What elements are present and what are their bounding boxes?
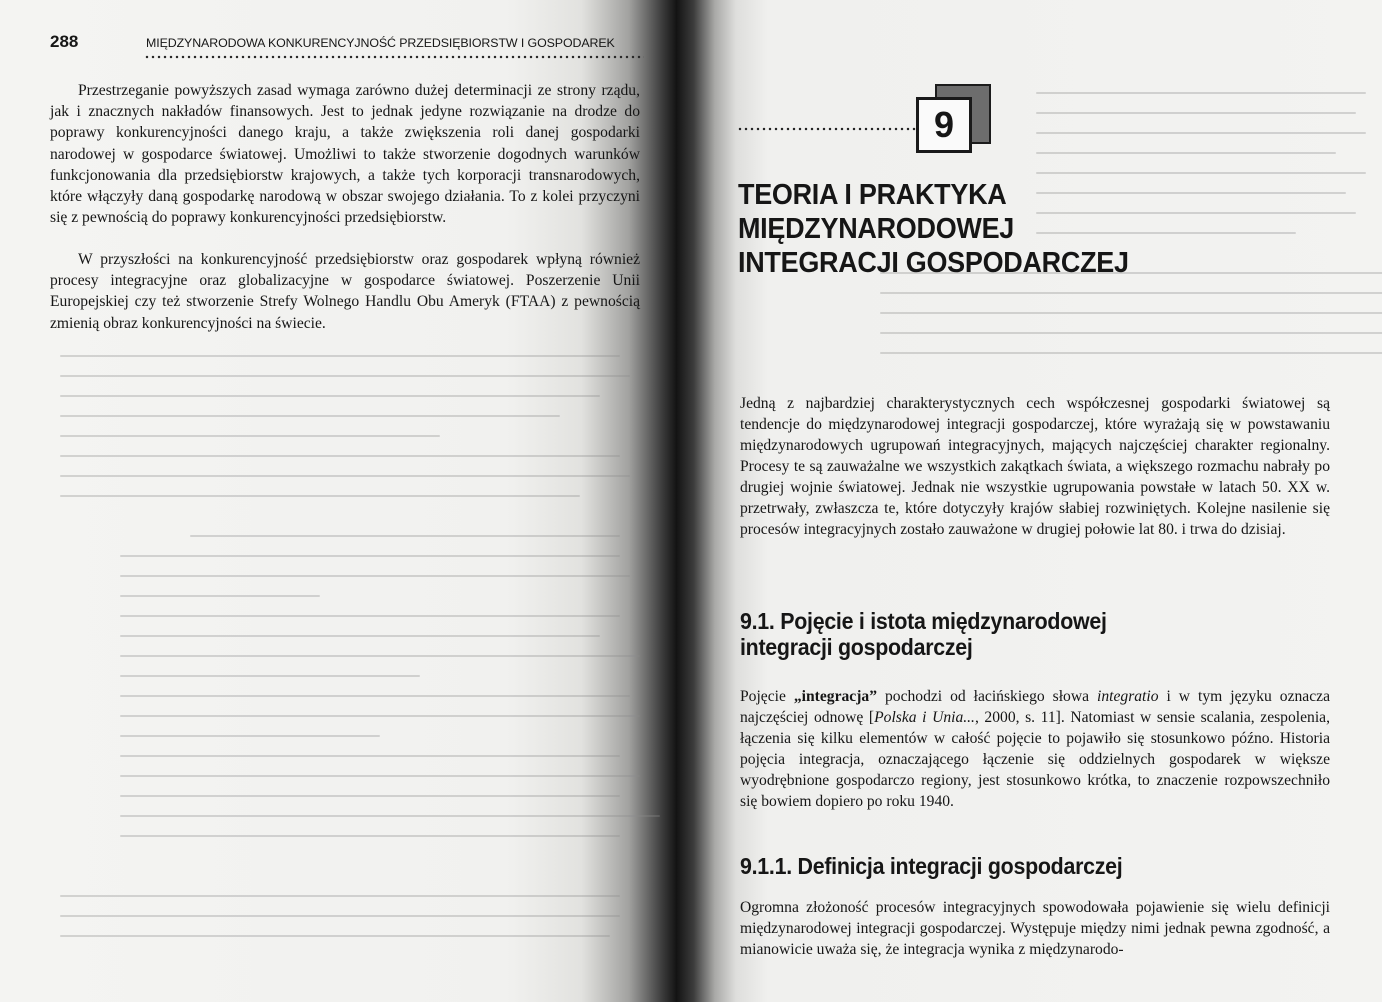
latin-term: integratio — [1097, 688, 1159, 705]
bleed-through-lines-left — [60, 355, 640, 955]
text-run: pochodzi od łacińskiego słowa — [877, 688, 1098, 705]
header-dotted-rule — [144, 55, 644, 59]
chapter-dotted-rule — [737, 127, 917, 131]
text-run: i w tym języku oznacza najczęściej odnowę [ — [740, 688, 1330, 726]
chapter-title-line: INTEGRACJI GOSPODARCZEJ — [738, 247, 1129, 279]
body-paragraph: W przyszłości na konkurencyjność przedsiębiorstw oraz gospodarek wpłyną również procesy integracyjne oraz globalizacyjne w gospodarce światowej. Poszerzenie Unii Europejskiej czy też stworzenie Strefy Wolnego Handlu Obu Ameryk (FTAA) z pewnością zmienią obraz konkurencyjności na świecie. — [50, 251, 640, 332]
section-title-9-1 — [740, 608, 1107, 660]
running-header: MIĘDZYNARODOWA KONKURENCYJNOŚĆ PRZEDSIĘBIORSTW I GOSPODAREK — [146, 36, 615, 50]
text-run: Pojęcie — [740, 688, 794, 705]
citation: Polska i Unia... — [874, 709, 975, 726]
chapter-intro-paragraph: Jedną z najbardziej charakterystycznych cech współczesnej gospodarki światowej są tendencje do międzynarodowej integracji gospodarczej, które wyrażają się w powstawaniu międzynarodowych ugrupowań integracyjnych, mających najczęściej charakter regionalny. Procesy te są zauważalne we wszystkich zakątkach świata, a większego rozmachu nabrały po drugiej wojnie światowej. Jednak nie wszystkie ugrupowania powstałe w latach 50. XX w. przetrwały, zwłaszcza te, które dotyczyły krajów słabiej rozwiniętych. Kolejne nasilenie się procesów integracyjnych zostało zauważone w drugiej połowie lat 80. i trwa do dzisiaj. — [740, 395, 1330, 538]
section-9-1-paragraph — [740, 686, 1330, 812]
section-title-9-1-1: 9.1.1. Definicja integracji gospodarczej — [740, 853, 1123, 879]
text-run: , 2000, s. 11]. Natomiast w sensie scalania, zespolenia, łączenia się kilku elementów w całość pojęcie to pojawiło się stosunkowo późno. Historia pojęcia integracja, oznaczającego łączenie się oddzielnych gospodarek w większe wyodrębnione gospodarczo regiony, jest stosunkowo krótka, to znaczenie rozpowszechniło się bowiem dopiero po roku 1940. — [740, 709, 1330, 810]
chapter-title — [738, 178, 1129, 280]
body-paragraph: Przestrzeganie powyższych zasad wymaga zarówno dużej determinacji ze strony rządu, jak i znacznych nakładów finansowych. Jest to jednak jedyne rozwiązanie na drodze do poprawy konkurencyjności danego kraju, a także zwiększenia roli danej gospodarki narodowej w gospodarce światowej. Umożliwi to także stworzenie dogodnych warunków funkcjonowania dla przedsiębiorstw krajowych, a także tych korporacji transnarodowych, które włączyły daną gospodarkę narodową w obszar swojego działania. To z kolei przyczyni się z pewnością do poprawy konkurencyjności przedsiębiorstw. — [50, 82, 640, 227]
left-page — [0, 0, 676, 1002]
page-number: 288 — [50, 32, 79, 51]
chapter-title-line: TEORIA I PRAKTYKA — [738, 179, 1007, 211]
chapter-number: 9 — [916, 97, 972, 153]
term-integracja: „integracja” — [793, 688, 878, 705]
section-9-1-1-paragraph: Ogromna złożoność procesów integracyjnych spowodowała pojawienie się wielu definicji międzynarodowej integracji gospodarczej. Występuje między nimi jednak pewna zgodność, a mianowicie uważa się, że integracja wynika z międzynarodo- — [740, 899, 1330, 958]
chapter-title-line: MIĘDZYNARODOWEJ — [738, 213, 1015, 245]
section-title-line: integracji gospodarczej — [740, 634, 973, 660]
section-title-line: 9.1. Pojęcie i istota międzynarodowej — [740, 608, 1107, 634]
